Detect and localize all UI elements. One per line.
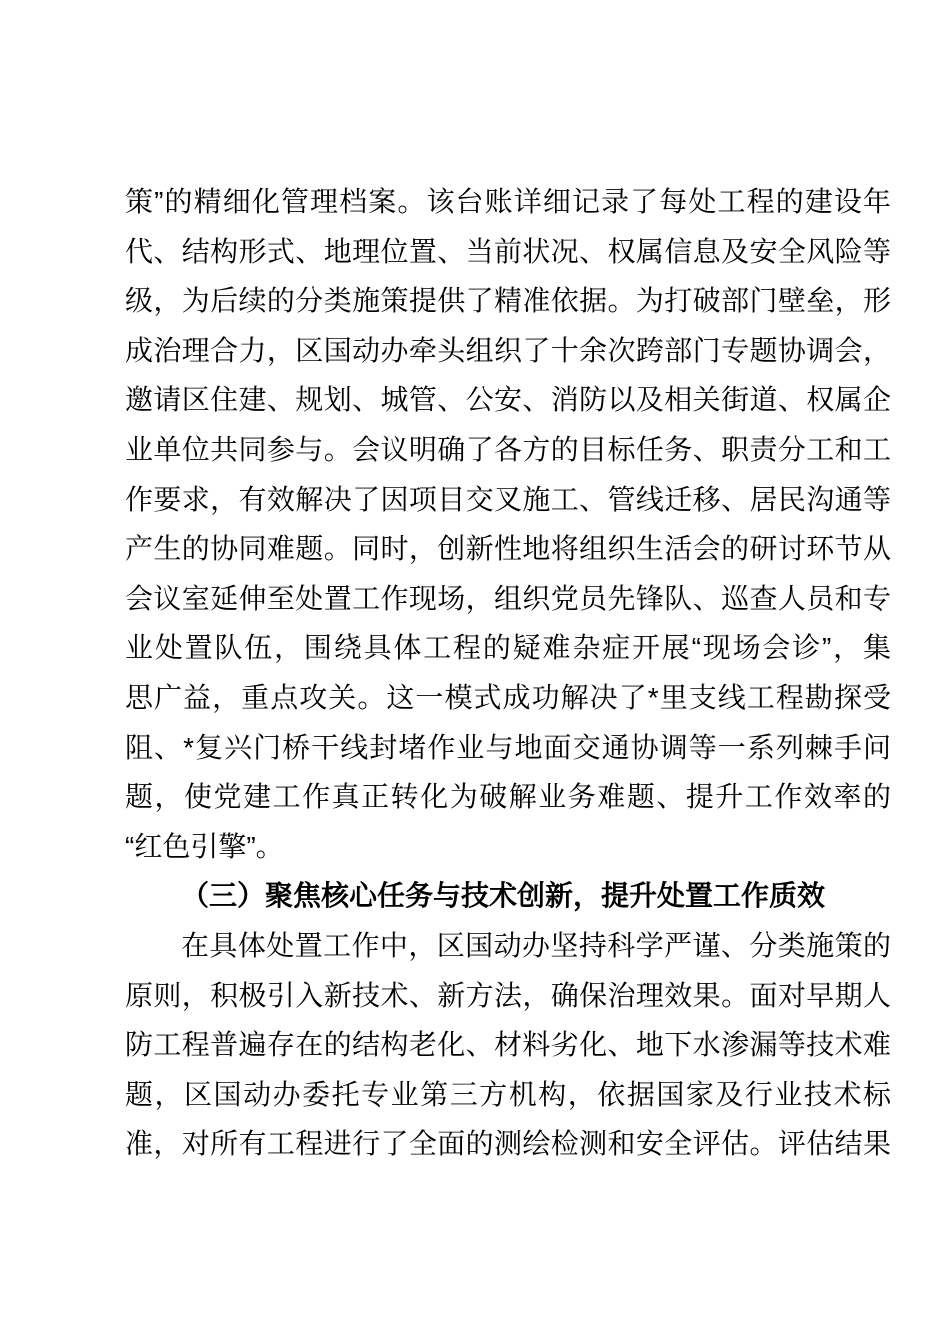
text-line: 题，使党建工作真正转化为破解业务难题、提升工作效率的 <box>125 781 891 813</box>
text-line: 策”的精细化管理档案。该台账详细记录了每处工程的建设年 <box>125 186 891 217</box>
text-line: 邀请区住建、规划、城管、公安、消防以及相关街道、权属企 <box>125 384 891 416</box>
text-line: 会议室延伸至处置工作现场，组织党员先锋队、巡查人员和专 <box>125 582 891 614</box>
text-line: “红色引擎”。 <box>125 830 284 862</box>
text-line: 原则，积极引入新技术、新方法，确保治理效果。面对早期人 <box>125 979 891 1011</box>
text-line: 成治理合力，区国动办牵头组织了十余次跨部门专题协调会， <box>125 334 891 366</box>
text-line: 阻、*复兴门桥干线封堵作业与地面交通协调等一系列棘手问 <box>125 731 891 763</box>
text-line: 级，为后续的分类施策提供了精准依据。为打破部门壁垒，形 <box>125 285 891 317</box>
text-line: 业处置队伍，围绕具体工程的疑难杂症开展“现场会诊”，集 <box>125 632 891 664</box>
text-line: 思广益，重点攻关。这一模式成功解决了*里支线工程勘探受 <box>125 681 891 713</box>
text-line: 题，区国动办委托专业第三方机构，依据国家及行业技术标 <box>125 1078 891 1110</box>
text-line: 产生的协同难题。同时，创新性地将组织生活会的研讨环节从 <box>125 533 891 565</box>
text-line: 作要求，有效解决了因项目交叉施工、管线迁移、居民沟通等 <box>125 483 891 515</box>
text-line: 业单位共同参与。会议明确了各方的目标任务、职责分工和工 <box>125 433 891 465</box>
text-line: 准，对所有工程进行了全面的测绘检测和安全评估。评估结果 <box>125 1128 891 1160</box>
text-line: 在具体处置工作中，区国动办坚持科学严谨、分类施策的 <box>181 929 891 961</box>
document-text-block <box>125 177 891 1169</box>
text-line: 代、结构形式、地理位置、当前状况、权属信息及安全风险等 <box>125 235 891 267</box>
section-heading: （三）聚焦核心任务与技术创新，提升处置工作质效 <box>181 880 826 912</box>
text-line: 防工程普遍存在的结构老化、材料劣化、地下水渗漏等技术难 <box>125 1029 891 1061</box>
